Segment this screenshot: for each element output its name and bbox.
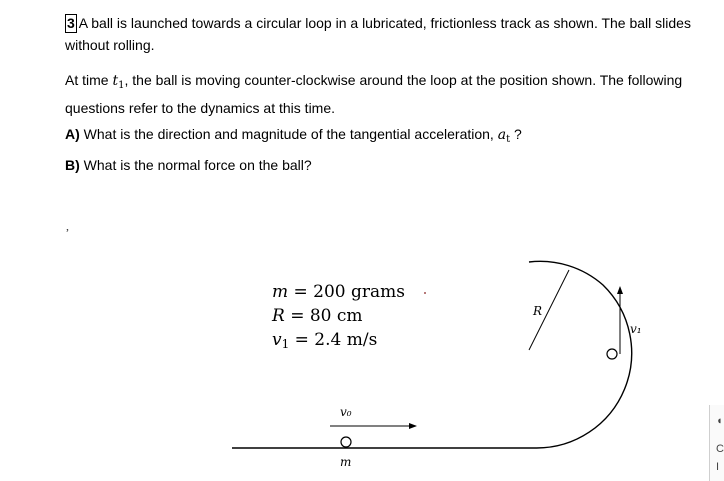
context-prefix: At time	[65, 72, 113, 88]
v0-label: v₀	[340, 405, 352, 419]
tangential-acceleration-symbol: a	[497, 127, 507, 143]
given-mass	[272, 282, 405, 302]
edge-panel-char-top: C	[716, 443, 724, 455]
mass-symbol: m	[272, 282, 289, 302]
speed-value: = 2.4 m/s	[289, 330, 378, 350]
time-symbol: t	[112, 73, 119, 89]
question-a-label: A)	[65, 126, 80, 142]
problem-number: 3	[67, 15, 75, 31]
edge-panel-icon: ◖	[716, 415, 723, 427]
given-radius	[272, 306, 363, 326]
radius-value: = 80 cm	[284, 306, 363, 326]
radius-label: R	[533, 304, 543, 318]
stray-dot	[424, 292, 426, 294]
question-b-label: B)	[65, 157, 80, 173]
stray-mark: ,	[66, 219, 69, 233]
mass-value: = 200 grams	[288, 282, 406, 302]
given-speed	[272, 330, 377, 351]
context-suffix: , the ball is moving counter-clockwise around the loop at the position shown. The following questions refer to the dynamics at this time.	[65, 72, 683, 116]
ball-on-track	[341, 437, 351, 447]
tangential-acceleration-subscript: t	[506, 134, 511, 145]
question-a-end: ?	[510, 126, 522, 142]
speed-symbol: v	[272, 330, 282, 350]
question-b-text: What is the normal force on the ball?	[79, 157, 312, 173]
mass-label: m	[340, 455, 352, 469]
edge-panel-char-bottom: I	[716, 461, 720, 473]
question-a-text: What is the direction and magnitude of the tangential acceleration,	[79, 126, 498, 142]
v1-label: v₁	[630, 322, 642, 336]
speed-subscript: 1	[281, 337, 290, 351]
radius-symbol: R	[272, 306, 285, 326]
ball-on-loop	[607, 349, 617, 359]
problem-statement-text: A ball is launched towards a circular loop in a lubricated, frictionless track as shown. The ball slides without rolling.	[65, 15, 691, 53]
time-subscript: 1	[118, 80, 125, 91]
edge-side-panel[interactable]	[709, 405, 724, 481]
